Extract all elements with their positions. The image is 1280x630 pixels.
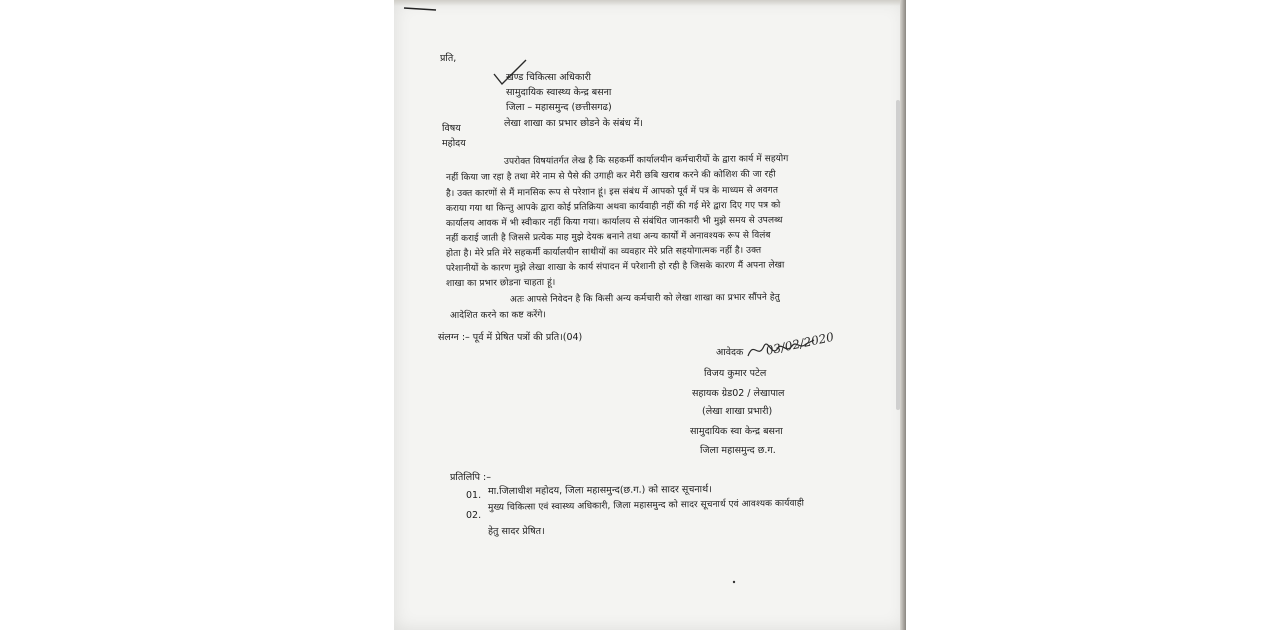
address-line-1: खण्ड चिकित्सा अधिकारी: [506, 72, 591, 83]
copy-label: प्रतिलिपि :–: [450, 472, 492, 483]
copy-1-number: 01.: [466, 490, 482, 501]
enclosure-note: संलग्न :– पूर्व में प्रेषित पत्रों की प्रति।(04): [438, 332, 583, 343]
address-line-2: सामुदायिक स्वास्थ्य केन्द्र बसना: [506, 87, 612, 98]
request-line-2: आदेशित करने का कष्ट करेंगे।: [449, 310, 547, 321]
body-line-8: परेशानीयों के कारण मुझे लेखा शाखा के कार्य संपादन में परेशानी हो रही है जिसके कारण मैं अपना लेखा: [445, 260, 785, 274]
signer-name: विजय कुमार पटेल: [704, 368, 767, 379]
body-line-5: कार्यालय आवक में भी स्वीकार नहीं किया गया। कार्यालय से संबंधित जानकारी भी मुझे समय से उपलब्ध: [445, 215, 783, 229]
signer-office: सामुदायिक स्वा केन्द्र बसना: [690, 426, 783, 437]
body-line-1: उपरोक्त विषयांतर्गत लेख है कि सहकर्मी कार्यालयीन कर्मचारीयों के द्वारा कार्य में सहयोग: [503, 154, 789, 167]
to-label: प्रति,: [440, 53, 457, 64]
address-line-3: जिला – महासमुन्द (छत्तीसगढ): [506, 102, 612, 113]
copy-1-text: मा.जिलाधीश महोदय, जिला महासमुन्द(छ.ग.) को सादर सूचनार्थ।: [487, 484, 712, 497]
subject-text: लेखा शाखा का प्रभार छोडने के संबंध में।: [504, 118, 643, 129]
body-line-7: होता है। मेरे प्रति मेरे सहकर्मी कार्यालयीन साथीयों का व्यवहार मेरे प्रति सहयोगात्मक नहीं है। उक्त: [445, 245, 762, 259]
copy-2-number: 02.: [466, 510, 482, 521]
signer-district: जिला महासमुन्द छ.ग.: [700, 445, 776, 456]
page-right-edge: [900, 0, 906, 630]
stray-dot: [730, 578, 738, 586]
scrollbar-thumb[interactable]: [896, 100, 900, 410]
copy-2-continuation: हेतु सादर प्रेषित।: [488, 526, 545, 537]
request-line-1: अतः आपसे निवेदन है कि किसी अन्य कर्मचारी को लेखा शाखा का प्रभार सौंपने हेतु: [509, 292, 780, 305]
applicant-label: आवेदक: [716, 347, 744, 358]
salutation: महोदय: [442, 138, 466, 149]
body-line-4: कराया गया था किन्तु आपके द्वारा कोई प्रतिक्रिया अथवा कार्यवाही नहीं की गई मेरे द्वारा दिए गए पत्र को: [445, 200, 781, 214]
signer-designation: सहायक ग्रेड02 / लेखापाल: [692, 388, 785, 399]
page-top-shadow: [394, 0, 906, 6]
body-line-6: नहीं कराई जाती है जिससे प्रत्येक माह मुझे देयक बनाने तथा अन्य कार्यों में अनावश्यक रूप से विलंब: [445, 230, 771, 244]
handwritten-date: 03/02/2020: [764, 329, 836, 358]
copy-2-text: मुख्य चिकित्सा एवं स्वास्थ्य अधिकारी, जिला महासमुन्द को सादर सूचनार्थ एवं आवश्यक कार्यवाही: [487, 498, 805, 513]
subject-label: विषय: [442, 123, 461, 134]
letter-page: [394, 0, 906, 630]
body-line-3: है। उक्त कारणों से मैं मानसिक रूप से परेशान हूं। इस संबंध में आपको पूर्व में पत्र के माध्यम से अवगत: [445, 185, 779, 199]
signer-role: (लेखा शाखा प्रभारी): [702, 406, 773, 417]
body-line-2: नहीं किया जा रहा है तथा मेरे नाम से पैसे की उगाही कर मेरी छबि खराब करने की कोशिश की जा रही: [445, 169, 776, 183]
body-line-9: शाखा का प्रभार छोडना चाहता हूं।: [445, 277, 556, 289]
